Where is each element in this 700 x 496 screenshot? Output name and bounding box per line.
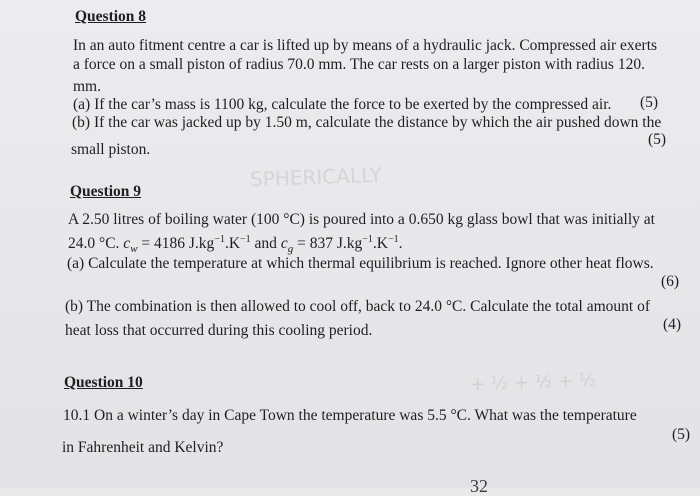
q8-part-b-line-2: small piston. [71, 141, 151, 158]
question-9-title: Question 9 [70, 183, 142, 200]
q9-part-b-line-2: heat loss that occurred during this cooling period. [65, 322, 373, 339]
bottom-partial-text: 32 [470, 476, 488, 496]
q8-part-a-marks: (5) [640, 94, 659, 111]
q9-part-b-marks: (4) [663, 316, 682, 333]
show-through-writing: SPHERICALLY [249, 162, 383, 192]
q9-intro-line-2: 24.0 °C. $c_w = 4186$ $J.kg^{-1}.K^{-1}$ and $c_g = 837$ $J.kg^{-1}.K^{-1}$. [68, 233, 403, 256]
q8-intro-line-1: In an auto fitment centre a car is lifted up by means of a hydraulic jack. Compressed air exerts [73, 37, 658, 54]
q9-part-a: (a) Calculate the temperature at which thermal equilibrium is reached. Ignore other heat flows. [67, 255, 654, 272]
q9-part-a-marks: (6) [661, 273, 680, 290]
question-10-title: Question 10 [64, 374, 143, 391]
q9-intro-line-1: A 2.50 litres of boiling water (100 °C) is poured into a 0.650 kg glass bowl that was initially at [68, 211, 655, 228]
q8-part-b-marks: (5) [648, 131, 667, 148]
question-8-title: Question 8 [75, 8, 147, 25]
q8-intro-line-3: mm. [73, 78, 101, 95]
q10-line-2: in Fahrenheit and Kelvin? [62, 439, 224, 456]
q9-part-b-line-1: (b) The combination is then allowed to cool off, back to 24.0 °C. Calculate the total amount of [65, 298, 651, 315]
q8-part-a: (a) If the car’s mass is 1100 kg, calculate the force to be exerted by the compressed air. [73, 96, 612, 113]
q10-marks: (5) [672, 426, 691, 443]
q8-intro-line-2: a force on a small piston of radius 70.0 mm. The car rests on a larger piston with radius 120. [73, 56, 645, 73]
q10-line-1: 10.1 On a winter’s day in Cape Town the temperature was 5.5 °C. What was the temperature [63, 407, 637, 424]
show-through-writing-2: + ½ + ½ + ½ [469, 369, 597, 396]
q8-part-b-line-1: (b) If the car was jacked up by 1.50 m, calculate the distance by which the air pushed down the [72, 114, 662, 131]
